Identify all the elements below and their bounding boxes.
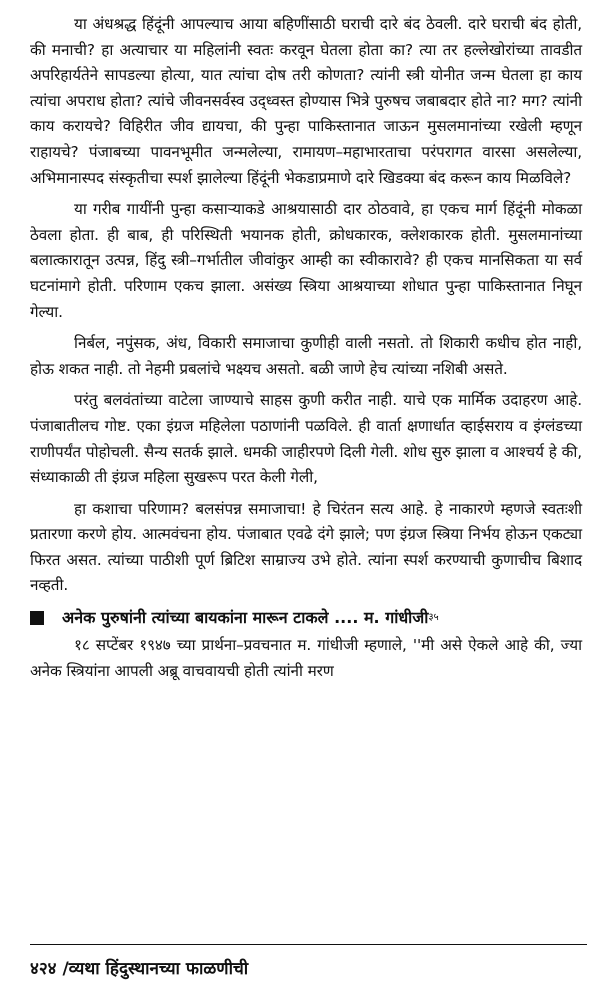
closing-paragraph: १८ सप्टेंबर १९४७ च्या प्रार्थना–प्रवचनात म. गांधीजी म्हणाले, ''मी असे ऐकले आहे की, ज्या अनेक स्त्रियांना आपली अब्रू वाचवायची होती त्यांनी मरण [30,636,582,680]
page-number: ४२४ [30,959,57,979]
book-title: व्यथा हिंदुस्थानच्या फाळणीची [68,959,249,979]
paragraph-4: परंतु बलवंतांच्या वाटेला जाण्याचे साहस कुणी करीत नाही. याचे एक मार्मिक उदाहरण आहे. पंजाबातीलच गोष्ट. एका इंग्रज महिलेला पठाणांनी पळविले. ही वार्ता क्षणार्धात व्हाईसराय व इंग्लंडच्या राणीपर्यंत पोहोचली. सैन्य सतर्क झाले. धमकी जाहीरपणे दिली गेली. शोध सुरु झाला व आश्चर्य हे की, संध्याकाळी ती इंग्रज महिला सुखरूप परत केली गेली, [30,391,582,487]
section-heading-text: अनेक पुरुषांनी त्यांच्या बायकांना मारून टाकले .... म. गांधीजी [62,608,429,628]
footer-divider [30,944,587,945]
footnote-marker: ३५ [428,612,439,624]
paragraph-2: या गरीब गायींनी पुन्हा कसाऱ्याकडे आश्रयासाठी दार ठोठवावे, हा एकच मार्ग हिंदूंनी मोकळा ठेवला होता. ही बाब, ही परिस्थिती भयानक होती, क्रोधकारक, क्लेशकारक होती. मुसलमानांच्या बलात्कारातून उत्पन्न, हिंदु स्त्री–गर्भातील जीवांकुर आम्ही का स्वीकारावे? ही एकच मानसिकता या सर्व घटनांमागे होती. परिणाम एकच झाला. असंख्य स्त्रिया आश्रयाच्या शोधात पुन्हा पाकिस्तानात निघून गेल्या. [30,200,582,321]
paragraph-1: या अंधश्रद्ध हिंदूंनी आपल्याच आया बहिणींसाठी घराची दारे बंद ठेवली. दारे घराची बंद होती, की मनाची? हा अत्याचार या महिलांनी स्वतः करवून घेतला होता का? त्या तर हल्लेखोरांच्या तावडीत अपरिहार्यतेने सापडल्या होत्या, यात त्यांचा दोष तरी कोणता? त्यांनी स्त्री योनीत जन्म घेतला हा काय त्यांचा अपराध होता? त्यांचे जीवनसर्वस्व उद्ध्वस्त होण्यास भित्रे पुरुषच जबाबदार होते ना? मग? त्यांनी काय करायचे? विहिरीत जीव द्यायचा, की पुन्हा पाकिस्तानात जाऊन मुसलमानांच्या रखेली म्हणून राहायचे? पंजाबच्या पावनभूमीत जन्मलेल्या, रामायण–महाभारताचा परंपरागत वारसा असलेल्या, अभिमानास्पद संस्कृतीचा स्पर्श झालेल्या हिंदूंनी भेकडाप्रमाणे दारे खिडक्या बंद करून काय मिळविले? [30,15,582,187]
page-footer [30,956,248,982]
section-heading [30,605,582,631]
paragraph-3: निर्बल, नपुंसक, अंध, विकारी समाजाचा कुणीही वाली नसतो. तो शिकारी कधीच होत नाही, होऊ शकत नाही. तो नेहमी प्रबलांचे भक्ष्यच असतो. बळी जाणे हेच त्यांच्या नशिबी असते. [30,334,582,378]
footer-separator: / [56,959,69,979]
square-bullet-icon [30,611,44,625]
paragraph-5: हा कशाचा परिणाम? बलसंपन्न समाजाचा! हे चिरंतन सत्य आहे. हे नाकारणे म्हणजे स्वतःशी प्रतारणा करणे होय. आत्मवंचना होय. पंजाबात एवढे दंगे झाले; पण इंग्रज स्त्रिया निर्भय होऊन एकट्या फिरत असत. त्यांच्या पाठीशी पूर्ण ब्रिटिश साम्राज्य उभे होते. त्यांना स्पर्श करण्याची कुणाचीच बिशाद नव्हती. [30,499,582,595]
